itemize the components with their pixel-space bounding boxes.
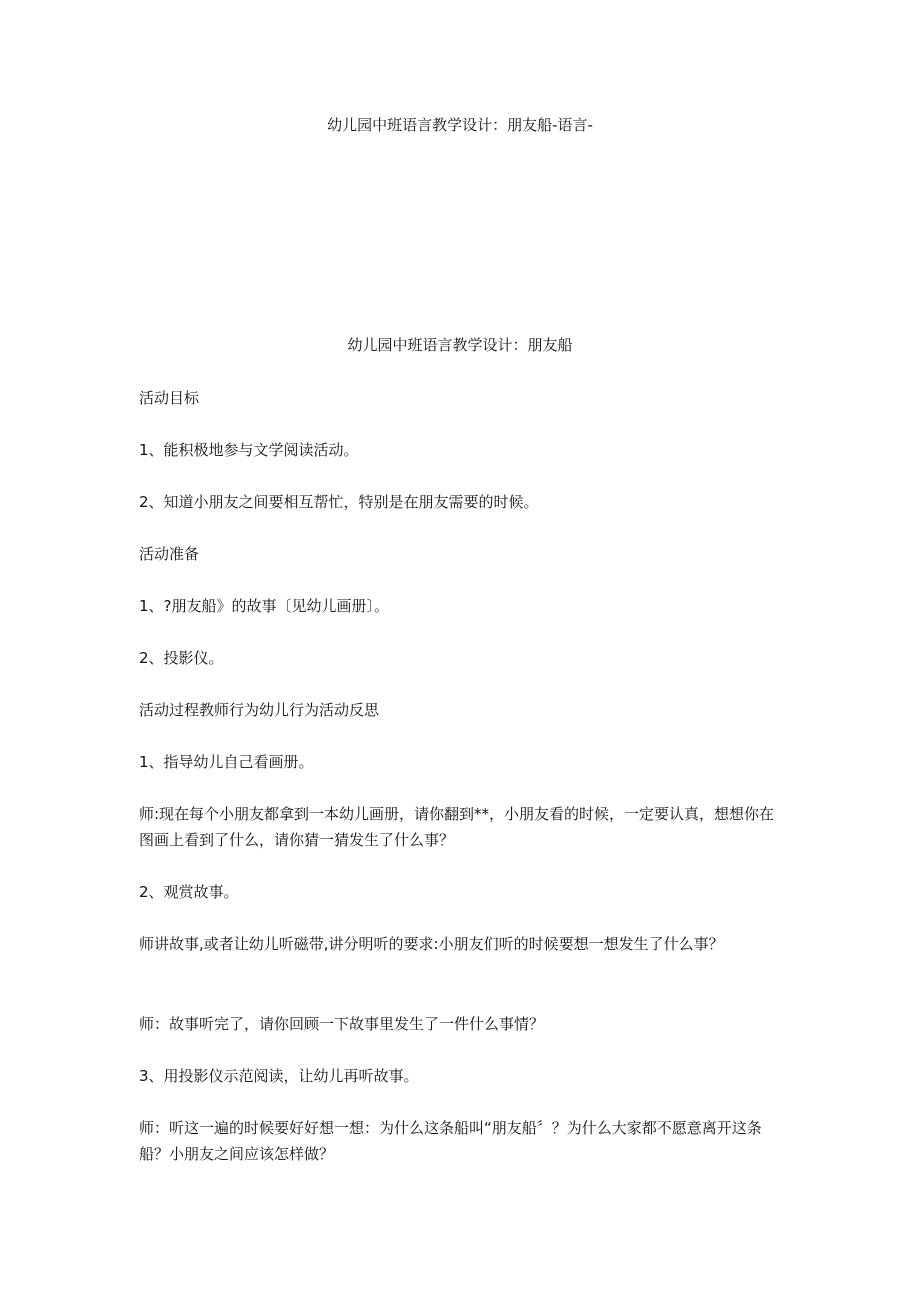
- paragraph: 2、观赏故事。: [139, 883, 239, 901]
- page-title: 幼儿园中班语言教学设计：朋友船-语言-: [327, 116, 593, 134]
- paragraph: 师：听这一遍的时候要好好想一想：为什么这条船叫“朋友船〞？为什么大家都不愿意离开这条船？小朋友之间应该怎样做？: [139, 1119, 762, 1163]
- paragraph: 1、指导幼儿自己看画册。: [139, 753, 314, 771]
- section-heading-preparation: 活动准备: [139, 545, 200, 563]
- paragraph: 师讲故事,或者让幼儿听磁带,讲分明听的要求:小朋友们听的时候要想一想发生了什么事？: [139, 935, 724, 953]
- paragraph: 3、用投影仪示范阅读，让幼儿再听故事。: [139, 1067, 419, 1085]
- paragraph: 1、能积极地参与文学阅读活动。: [139, 441, 359, 459]
- paragraph: 2、知道小朋友之间要相互帮忙，特别是在朋友需要的时候。: [139, 493, 539, 511]
- paragraph: 师:现在每个小朋友都拿到一本幼儿画册，请你翻到**，小朋友看的时候，一定要认真，想想你在图画上看到了什么，请你猜一猜发生了什么事？: [139, 805, 775, 849]
- document-heading: 幼儿园中班语言教学设计：朋友船: [347, 336, 573, 354]
- paragraph: 2、投影仪。: [139, 649, 224, 667]
- section-heading-goals: 活动目标: [139, 389, 200, 407]
- paragraph: 1、?朋友船》的故事〔见幼儿画册〕。: [139, 597, 390, 615]
- section-heading-process: 活动过程教师行为幼儿行为活动反思: [139, 701, 380, 719]
- paragraph: 师：故事听完了，请你回顾一下故事里发生了一件什么事情？: [139, 1015, 545, 1033]
